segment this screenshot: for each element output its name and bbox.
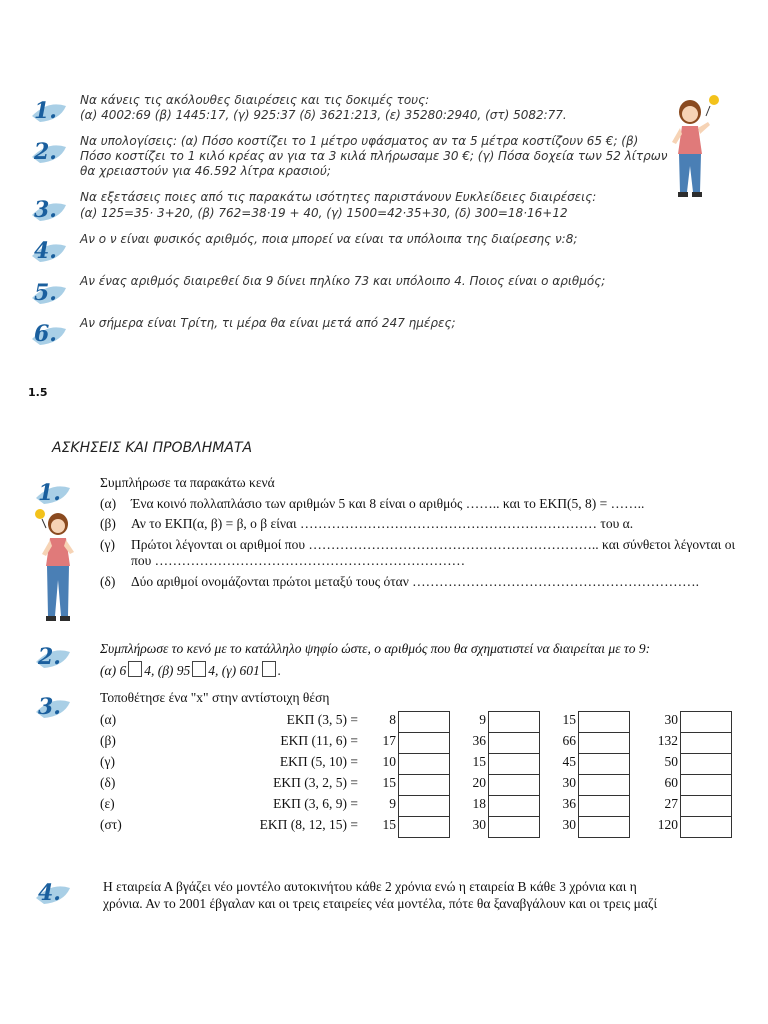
answer-checkbox[interactable] — [398, 795, 450, 817]
option-value: 120 — [657, 817, 678, 832]
p2-ex4-line1: Η εταιρεία Α βγάζει νέο μοντέλο αυτοκινήτου κάθε 2 χρόνια ενώ η εταιρεία Β κάθε 3 χρόνια και η — [103, 879, 637, 894]
p2-ex1-c-label: (γ) — [100, 537, 115, 552]
p2-ex2-c-pre: (γ) 601 — [221, 663, 260, 678]
row-expression: ΕΚΠ (5, 10) = — [279, 754, 358, 769]
svg-text:2.: 2. — [34, 139, 57, 165]
row-label: (γ) — [100, 754, 115, 769]
svg-text:1.: 1. — [38, 480, 61, 506]
answer-checkbox[interactable] — [398, 711, 450, 733]
exercise-number-badge — [30, 234, 68, 266]
row-label: (δ) — [100, 775, 116, 790]
svg-text:3.: 3. — [38, 694, 61, 720]
digit-blank-box[interactable] — [262, 661, 276, 677]
p1-ex3-line1: Να εξετάσεις ποιες από τις παρακάτω ισότητες παριστάνουν Ευκλείδειες διαιρέσεις: — [80, 190, 597, 204]
option-value: 66 — [562, 733, 576, 748]
option-value: 15 — [382, 817, 396, 832]
p1-ex4-line1: Αν ο ν είναι φυσικός αριθμός, ποια μπορεί να είναι τα υπόλοιπα της διαίρεσης ν:8; — [80, 232, 578, 246]
option-value: 15 — [562, 712, 576, 727]
row-expression: ΕΚΠ (3, 5) = — [286, 712, 358, 727]
answer-checkbox[interactable] — [680, 711, 732, 733]
p2-ex1-b-label: (β) — [100, 516, 116, 531]
row-expression: ΕΚΠ (11, 6) = — [280, 733, 358, 748]
exercise-number-badge — [30, 193, 68, 225]
row-label: (α) — [100, 712, 117, 727]
option-value: 50 — [664, 754, 678, 769]
section-title: ΑΣΚΗΣΕΙΣ ΚΑΙ ΠΡΟΒΛΗΜΑΤΑ — [52, 440, 253, 456]
table-row — [100, 816, 768, 837]
p1-ex2-line1: Να υπολογίσεις: (α) Πόσο κοστίζει το 1 μέτρο υφάσματος αν τα 5 μέτρα κοστίζουν 65 €; (β) — [80, 134, 639, 148]
answer-checkbox[interactable] — [398, 753, 450, 775]
option-value: 36 — [562, 796, 576, 811]
row-label: (ε) — [100, 796, 115, 811]
option-value: 30 — [664, 712, 678, 727]
answer-checkbox[interactable] — [578, 795, 630, 817]
table-row — [100, 795, 768, 816]
p1-ex1-line1: Να κάνεις τις ακόλουθες διαιρέσεις και τις δοκιμές τους: — [80, 93, 430, 107]
p2-ex2-c-post: . — [277, 663, 282, 678]
svg-text:2.: 2. — [38, 644, 61, 670]
answer-checkbox[interactable] — [578, 816, 630, 838]
svg-text:4.: 4. — [38, 880, 61, 906]
option-value: 30 — [562, 817, 576, 832]
answer-checkbox[interactable] — [488, 795, 540, 817]
option-value: 15 — [382, 775, 396, 790]
answer-checkbox[interactable] — [398, 816, 450, 838]
p2-ex1-a-label: (α) — [100, 496, 117, 511]
row-label: (β) — [100, 733, 116, 748]
p2-ex1-c-text: Πρώτοι λέγονται οι αριθμοί που ……………………………………………………….. και σύνθετοι λέγονται οι — [131, 537, 736, 552]
answer-checkbox[interactable] — [578, 711, 630, 733]
p2-ex2-line2 — [100, 661, 281, 680]
p2-ex1-d-text: Δύο αριθμοί ονομάζονται πρώτοι μεταξύ τους όταν ………………………………………………………. — [131, 574, 700, 589]
p1-ex3-line2: (α) 125=35· 3+20, (β) 762=38·19 + 40, (γ) 1500=42·35+30, (δ) 300=18·16+12 — [80, 206, 568, 220]
p2-ex4-line2: χρόνια. Αν το 2001 έβγαλαν και οι τρεις εταιρείες νέα μοντέλα, πότε θα ξαναβγάλουν και οι τρεις μαζί — [103, 896, 658, 911]
p2-ex3-intro: Τοποθέτησε ένα "x" στην αντίστοιχη θέση — [100, 690, 330, 705]
exercise-number-badge — [34, 640, 72, 672]
p2-ex1-a-text: Ένα κοινό πολλαπλάσιο των αριθμών 5 και 8 είναι ο αριθμός …….. και το ΕΚΠ(5, 8) = …….. — [131, 496, 645, 511]
option-value: 30 — [562, 775, 576, 790]
option-value: 9 — [479, 712, 486, 727]
table-row — [100, 711, 768, 732]
option-value: 60 — [664, 775, 678, 790]
option-value: 15 — [472, 754, 486, 769]
exercise-number-badge — [30, 135, 68, 167]
p2-ex2-b-post: 4, — [208, 663, 219, 678]
p2-ex2-a-post: 4, — [144, 663, 155, 678]
option-value: 18 — [472, 796, 486, 811]
answer-checkbox[interactable] — [488, 711, 540, 733]
answer-checkbox[interactable] — [578, 732, 630, 754]
answer-checkbox[interactable] — [578, 753, 630, 775]
exercise-number-badge — [34, 690, 72, 722]
option-value: 20 — [472, 775, 486, 790]
option-value: 45 — [562, 754, 576, 769]
table-row — [100, 753, 768, 774]
p1-ex1-line2: (α) 4002:69 (β) 1445:17, (γ) 925:37 (δ) 3621:213, (ε) 35280:2940, (στ) 5082:77. — [80, 108, 567, 122]
option-value: 36 — [472, 733, 486, 748]
digit-blank-box[interactable] — [192, 661, 206, 677]
exercise-number-badge — [34, 476, 72, 508]
row-label: (στ) — [100, 817, 122, 832]
answer-checkbox[interactable] — [488, 774, 540, 796]
row-expression: ΕΚΠ (3, 6, 9) = — [273, 796, 358, 811]
p2-ex1-c-text2: που …………………………………………………………… — [131, 553, 466, 568]
girl-illustration — [668, 92, 728, 225]
svg-text:1.: 1. — [34, 98, 57, 124]
option-value: 9 — [389, 796, 396, 811]
section-number: 1.5 — [28, 386, 48, 399]
p1-ex2-line3: θα χρειαστούν για 46.592 λίτρα κρασιού; — [80, 164, 331, 178]
p2-ex1-intro: Συμπλήρωσε τα παρακάτω κενά — [100, 475, 275, 490]
p2-ex1-d-label: (δ) — [100, 574, 116, 589]
p2-ex2-b-pre: (β) 95 — [157, 663, 191, 678]
option-value: 17 — [382, 733, 396, 748]
option-value: 8 — [389, 712, 396, 727]
option-value: 10 — [382, 754, 396, 769]
svg-text:4.: 4. — [34, 238, 57, 264]
girl-illustration — [34, 508, 86, 637]
p2-ex2-a-pre: (α) 6 — [100, 663, 127, 678]
p1-ex2-line2: Πόσο κοστίζει το 1 κιλό κρέας αν για τα 3 κιλά πλήρωσαμε 30 €; (γ) Πόσα δοχεία των 52 λίτρων — [80, 149, 668, 163]
svg-text:5.: 5. — [34, 280, 57, 306]
exercise-number-badge — [34, 876, 72, 908]
answer-checkbox[interactable] — [488, 732, 540, 754]
exercise-number-badge — [30, 317, 68, 349]
answer-checkbox[interactable] — [488, 816, 540, 838]
exercise-number-badge — [30, 94, 68, 126]
table-row — [100, 732, 768, 753]
p1-ex5-line1: Αν ένας αριθμός διαιρεθεί δια 9 δίνει πηλίκο 73 και υπόλοιπο 4. Ποιος είναι ο αριθμός; — [80, 274, 606, 288]
answer-checkbox[interactable] — [680, 732, 732, 754]
row-expression: ΕΚΠ (3, 2, 5) = — [273, 775, 358, 790]
answer-checkbox[interactable] — [680, 795, 732, 817]
option-value: 30 — [472, 817, 486, 832]
answer-checkbox[interactable] — [680, 753, 732, 775]
answer-checkbox[interactable] — [680, 774, 732, 796]
p2-ex1-b-text: Αν το ΕΚΠ(α, β) = β, ο β είναι ………………………………………………………… του α. — [131, 516, 634, 531]
svg-text:6.: 6. — [34, 321, 57, 347]
svg-text:3.: 3. — [34, 197, 57, 223]
p1-ex6-line1: Αν σήμερα είναι Τρίτη, τι μέρα θα είναι μετά από 247 ημέρες; — [80, 316, 456, 330]
option-value: 27 — [664, 796, 678, 811]
digit-blank-box[interactable] — [128, 661, 142, 677]
answer-checkbox[interactable] — [680, 816, 732, 838]
answer-checkbox[interactable] — [398, 774, 450, 796]
option-value: 132 — [657, 733, 678, 748]
p2-ex2-line1: Συμπλήρωσε το κενό με το κατάλληλο ψηφίο ώστε, ο αριθμός που θα σχηματιστεί να διαιρείται με το 9: — [100, 641, 651, 656]
table-row — [100, 774, 768, 795]
answer-checkbox[interactable] — [488, 753, 540, 775]
answer-checkbox[interactable] — [398, 732, 450, 754]
exercise-number-badge — [30, 276, 68, 308]
row-expression: ΕΚΠ (8, 12, 15) = — [259, 817, 358, 832]
answer-checkbox[interactable] — [578, 774, 630, 796]
